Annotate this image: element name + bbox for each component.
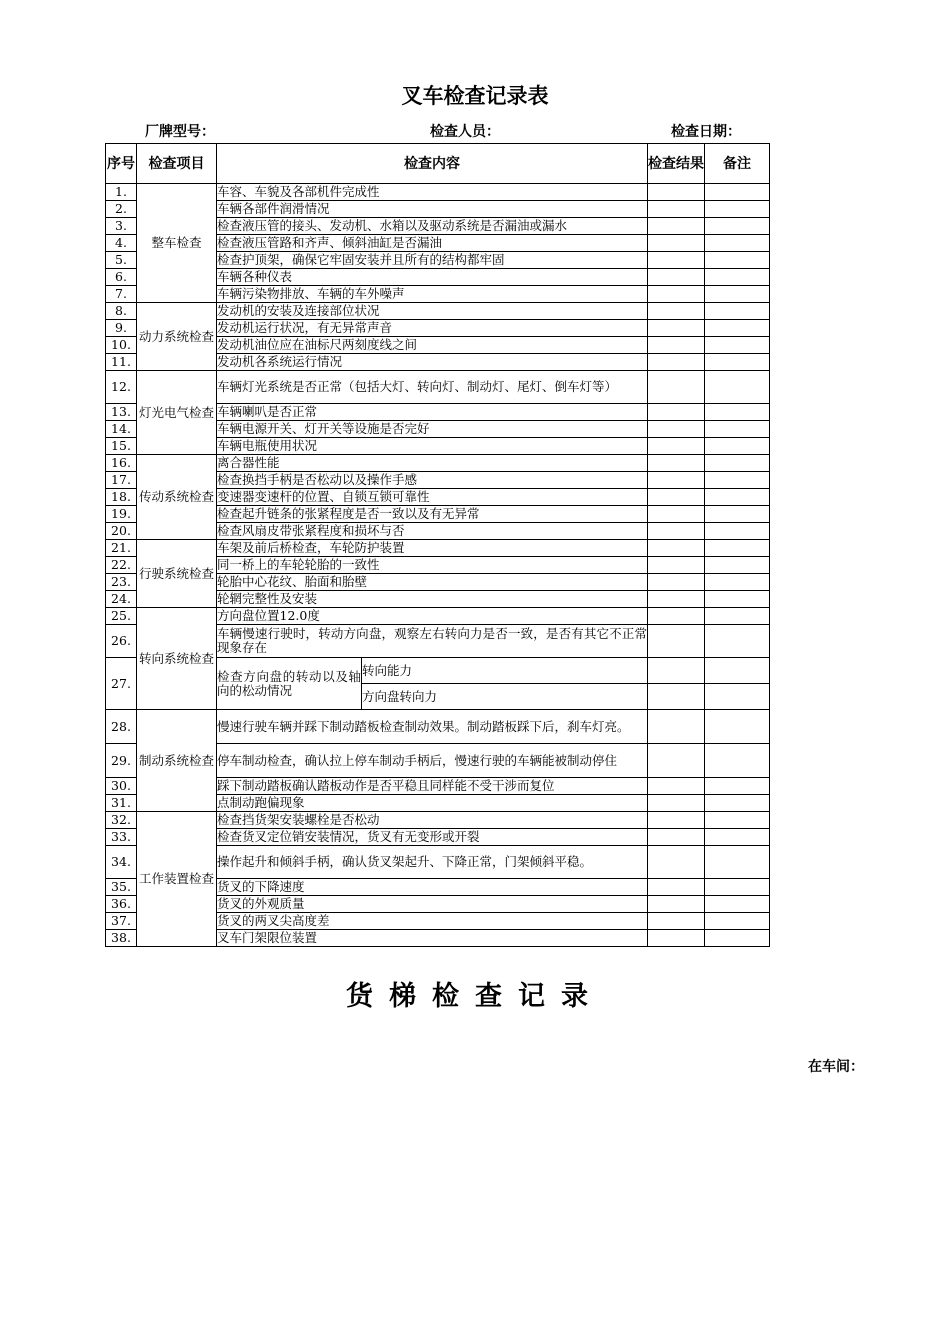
remark-cell[interactable]: [705, 371, 770, 404]
table-row: [106, 812, 770, 829]
row-content: 检查风扇皮带张紧程度和损坏与否: [217, 523, 648, 540]
result-cell[interactable]: [648, 540, 705, 557]
category-power-system: 动力系统检查: [137, 303, 217, 371]
row-content: 车辆灯光系统是否正常（包括大灯、转向灯、制动灯、尾灯、倒车灯等）: [217, 371, 648, 404]
result-cell[interactable]: [648, 489, 705, 506]
header-item: 检查项目: [137, 144, 217, 184]
elevator-section-title: 货梯检查记录: [346, 981, 604, 1012]
remark-cell[interactable]: [705, 303, 770, 320]
result-cell[interactable]: [648, 252, 705, 269]
remark-cell[interactable]: [705, 829, 770, 846]
result-cell[interactable]: [648, 795, 705, 812]
row-content: 检查货叉定位销安装情况，货叉有无变形或开裂: [217, 829, 648, 846]
row-content: 发动机油位应在油标尺两刻度线之间: [217, 337, 648, 354]
result-cell[interactable]: [648, 438, 705, 455]
row-content: 点制动跑偏现象: [217, 795, 648, 812]
row-number: 25.: [106, 608, 137, 625]
header-remark: 备注: [705, 144, 770, 184]
result-cell[interactable]: [648, 201, 705, 218]
remark-cell[interactable]: [705, 591, 770, 608]
row-number: 31.: [106, 795, 137, 812]
row-number: 5.: [106, 252, 137, 269]
remark-cell[interactable]: [705, 269, 770, 286]
row-number: 8.: [106, 303, 137, 320]
result-cell[interactable]: [648, 523, 705, 540]
result-cell[interactable]: [648, 184, 705, 201]
workshop-label: 在车间：: [808, 1059, 864, 1075]
row-number: 16.: [106, 455, 137, 472]
remark-cell[interactable]: [705, 438, 770, 455]
result-cell[interactable]: [648, 421, 705, 438]
remark-cell[interactable]: [705, 658, 770, 684]
row-number: 29.: [106, 744, 137, 778]
row-number: 34.: [106, 846, 137, 879]
result-cell[interactable]: [648, 303, 705, 320]
row-content: 同一桥上的车轮轮胎的一致性: [217, 557, 648, 574]
remark-cell[interactable]: [705, 404, 770, 421]
row-number: 7.: [106, 286, 137, 303]
result-cell[interactable]: [648, 879, 705, 896]
row-content: 检查液压管的接头、发动机、水箱以及驱动系统是否漏油或漏水: [217, 218, 648, 235]
sub-item-steering-force: 方向盘转向力: [362, 684, 648, 710]
result-cell[interactable]: [648, 608, 705, 625]
result-cell[interactable]: [648, 557, 705, 574]
row-content: 车架及前后桥检查，车轮防护装置: [217, 540, 648, 557]
row-number: 32.: [106, 812, 137, 829]
row-content: 轮辋完整性及安装: [217, 591, 648, 608]
inspection-table: [105, 143, 770, 947]
row-number: 2.: [106, 201, 137, 218]
remark-cell[interactable]: [705, 218, 770, 235]
result-cell[interactable]: [648, 684, 705, 710]
row-content: 离合器性能: [217, 455, 648, 472]
row-number: 1.: [106, 184, 137, 201]
row-content: 检查液压管路和齐声、倾斜油缸是否漏油: [217, 235, 648, 252]
remark-cell[interactable]: [705, 455, 770, 472]
category-lighting-electrical: 灯光电气检查: [137, 371, 217, 455]
row-number: 21.: [106, 540, 137, 557]
remark-cell[interactable]: [705, 337, 770, 354]
row-content: 车辆各种仪表: [217, 269, 648, 286]
row-number: 6.: [106, 269, 137, 286]
row-content: 车辆电瓶使用状况: [217, 438, 648, 455]
row-content: 车辆电源开关、灯开关等设施是否完好: [217, 421, 648, 438]
table-header-row: [106, 144, 770, 184]
header-seq: 序号: [106, 144, 137, 184]
result-cell[interactable]: [648, 930, 705, 947]
brand-model-label: 厂牌型号：: [145, 124, 215, 140]
remark-cell[interactable]: [705, 184, 770, 201]
category-running-system: 行驶系统检查: [137, 540, 217, 608]
result-cell[interactable]: [648, 658, 705, 684]
remark-cell[interactable]: [705, 608, 770, 625]
category-transmission: 传动系统检查: [137, 455, 217, 540]
remark-cell[interactable]: [705, 506, 770, 523]
row-number: 19.: [106, 506, 137, 523]
row-content: 操作起升和倾斜手柄，确认货叉架起升、下降正常，门架倾斜平稳。: [217, 846, 648, 879]
header-content: 检查内容: [217, 144, 648, 184]
remark-cell[interactable]: [705, 523, 770, 540]
row-number: 15.: [106, 438, 137, 455]
row-number: 17.: [106, 472, 137, 489]
result-cell[interactable]: [648, 235, 705, 252]
row-content: 停车制动检查，确认拉上停车制动手柄后，慢速行驶的车辆能被制动停住: [217, 744, 648, 778]
row-number: 27.: [106, 658, 137, 710]
remark-cell[interactable]: [705, 201, 770, 218]
result-cell[interactable]: [648, 778, 705, 795]
result-cell[interactable]: [648, 455, 705, 472]
row-number: 12.: [106, 371, 137, 404]
table-row: [106, 540, 770, 557]
result-cell[interactable]: [648, 472, 705, 489]
inspection-date-label: 检查日期：: [671, 124, 741, 140]
row-content: 发动机的安装及连接部位状况: [217, 303, 648, 320]
table-row: [106, 371, 770, 404]
remark-cell[interactable]: [705, 540, 770, 557]
category-brake-system: 制动系统检查: [137, 710, 217, 812]
result-cell[interactable]: [648, 913, 705, 930]
row-content: 货叉的两叉尖高度差: [217, 913, 648, 930]
row-content: 踩下制动踏板确认踏板动作是否平稳且同样能不受干涉而复位: [217, 778, 648, 795]
row-content: 叉车门架限位装置: [217, 930, 648, 947]
remark-cell[interactable]: [705, 879, 770, 896]
result-cell[interactable]: [648, 625, 705, 658]
result-cell[interactable]: [648, 506, 705, 523]
row-number: 38.: [106, 930, 137, 947]
result-cell[interactable]: [648, 812, 705, 829]
row-number: 4.: [106, 235, 137, 252]
row-number: 28.: [106, 710, 137, 744]
row-number: 20.: [106, 523, 137, 540]
category-whole-vehicle: 整车检查: [137, 184, 217, 303]
remark-cell[interactable]: [705, 684, 770, 710]
result-cell[interactable]: [648, 846, 705, 879]
remark-cell[interactable]: [705, 930, 770, 947]
row-content: 检查起升链条的张紧程度是否一致以及有无异常: [217, 506, 648, 523]
row-number: 30.: [106, 778, 137, 795]
result-cell[interactable]: [648, 896, 705, 913]
row-number: 11.: [106, 354, 137, 371]
row-number: 9.: [106, 320, 137, 337]
remark-cell[interactable]: [705, 472, 770, 489]
row-content: 轮胎中心花纹、胎面和胎壁: [217, 574, 648, 591]
row-content: 车辆喇叭是否正常: [217, 404, 648, 421]
row-content: 车辆各部件润滑情况: [217, 201, 648, 218]
row-number: 23.: [106, 574, 137, 591]
table-row: [106, 455, 770, 472]
remark-cell[interactable]: [705, 320, 770, 337]
remark-cell[interactable]: [705, 235, 770, 252]
row-number: 10.: [106, 337, 137, 354]
result-cell[interactable]: [648, 591, 705, 608]
row-number: 33.: [106, 829, 137, 846]
header-result: 检查结果: [648, 144, 705, 184]
remark-cell[interactable]: [705, 286, 770, 303]
row-content: 检查护顶架，确保它牢固安装并且所有的结构都牢固: [217, 252, 648, 269]
row-content: 检查换挡手柄是否松动以及操作手感: [217, 472, 648, 489]
result-cell[interactable]: [648, 286, 705, 303]
row-content: 货叉的下降速度: [217, 879, 648, 896]
category-steering-system: 转向系统检查: [137, 608, 217, 710]
row-content: 车辆污染物排放、车辆的车外噪声: [217, 286, 648, 303]
sub-item-steering-ability: 转向能力: [362, 658, 648, 684]
row-number: 36.: [106, 896, 137, 913]
row-content: 车辆慢速行驶时，转动方向盘，观察左右转向力是否一致，是否有其它不正常现象存在: [217, 625, 648, 658]
row-content: 发动机各系统运行情况: [217, 354, 648, 371]
document-title: 叉车检查记录表: [401, 84, 549, 108]
result-cell[interactable]: [648, 574, 705, 591]
result-cell[interactable]: [648, 744, 705, 778]
result-cell[interactable]: [648, 269, 705, 286]
row-number: 35.: [106, 879, 137, 896]
remark-cell[interactable]: [705, 846, 770, 879]
remark-cell[interactable]: [705, 744, 770, 778]
table-row: [106, 608, 770, 625]
remark-cell[interactable]: [705, 795, 770, 812]
remark-cell[interactable]: [705, 421, 770, 438]
result-cell[interactable]: [648, 354, 705, 371]
remark-cell[interactable]: [705, 557, 770, 574]
row-number: 26.: [106, 625, 137, 658]
remark-cell[interactable]: [705, 710, 770, 744]
remark-cell[interactable]: [705, 812, 770, 829]
result-cell[interactable]: [648, 371, 705, 404]
remark-cell[interactable]: [705, 625, 770, 658]
result-cell[interactable]: [648, 320, 705, 337]
category-work-device: 工作装置检查: [137, 812, 217, 947]
row-content: 检查挡货架安装螺栓是否松动: [217, 812, 648, 829]
remark-cell[interactable]: [705, 574, 770, 591]
inspector-label: 检查人员：: [430, 124, 500, 140]
row-content: 慢速行驶车辆并踩下制动踏板检查制动效果。制动踏板踩下后，刹车灯亮。: [217, 710, 648, 744]
row-number: 37.: [106, 913, 137, 930]
row-number: 18.: [106, 489, 137, 506]
remark-cell[interactable]: [705, 252, 770, 269]
row-content: 车容、车貌及各部机件完成性: [217, 184, 648, 201]
row-number: 13.: [106, 404, 137, 421]
remark-cell[interactable]: [705, 896, 770, 913]
result-cell[interactable]: [648, 829, 705, 846]
row-number: 24.: [106, 591, 137, 608]
table-row: [106, 303, 770, 320]
table-row: [106, 184, 770, 201]
table-row: [106, 710, 770, 744]
remark-cell[interactable]: [705, 778, 770, 795]
row-content: 发动机运行状况，有无异常声音: [217, 320, 648, 337]
row-content: 变速器变速杆的位置、自锁互锁可靠性: [217, 489, 648, 506]
result-cell[interactable]: [648, 218, 705, 235]
remark-cell[interactable]: [705, 489, 770, 506]
row-content: 方向盘位置12.0度: [217, 608, 648, 625]
row-content: 检查方向盘的转动以及轴向的松动情况: [217, 658, 362, 710]
result-cell[interactable]: [648, 404, 705, 421]
row-content: 货叉的外观质量: [217, 896, 648, 913]
remark-cell[interactable]: [705, 913, 770, 930]
result-cell[interactable]: [648, 337, 705, 354]
result-cell[interactable]: [648, 710, 705, 744]
row-number: 14.: [106, 421, 137, 438]
remark-cell[interactable]: [705, 354, 770, 371]
row-number: 22.: [106, 557, 137, 574]
row-number: 3.: [106, 218, 137, 235]
